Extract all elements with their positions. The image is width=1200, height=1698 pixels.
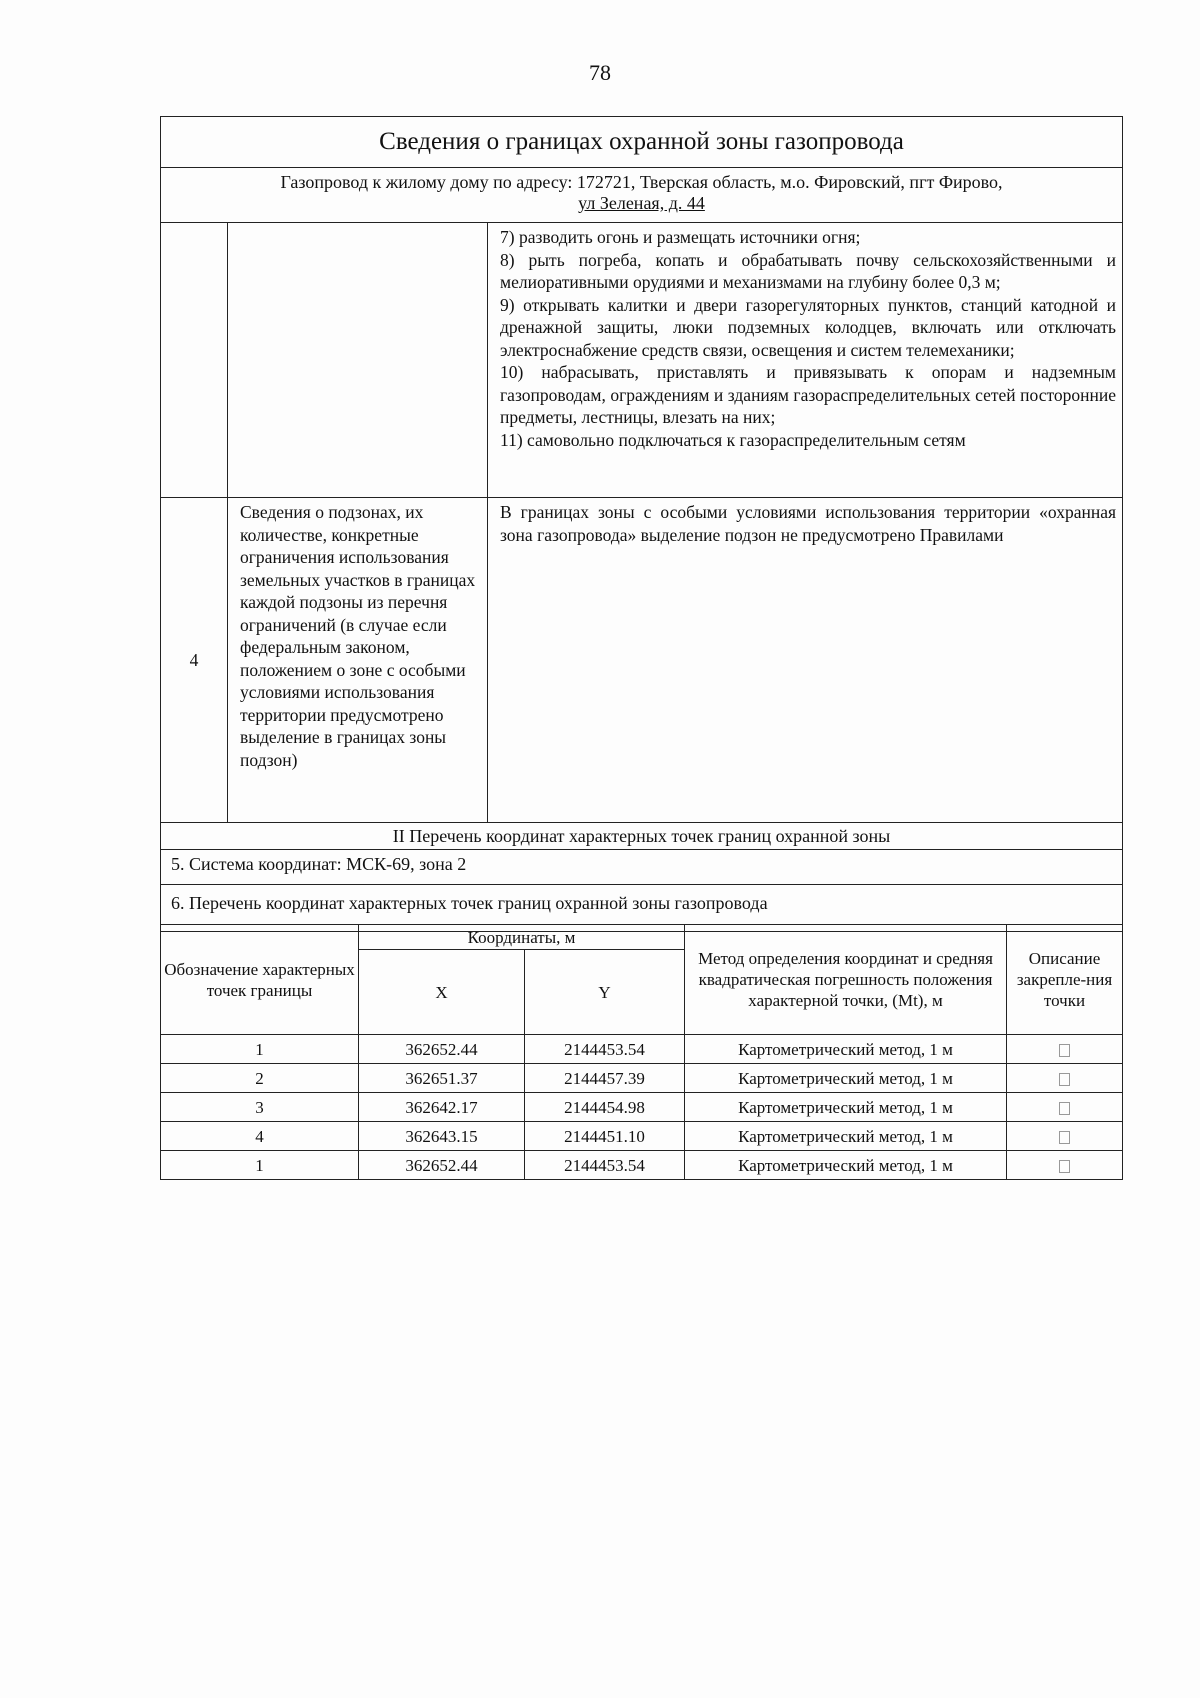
placeholder-box-icon <box>1059 1044 1070 1057</box>
restriction-item: 10) набрасывать, приставлять и привязывать к опорам и надземным газопроводам, ограждениям и зданиям газораспределительных сетей посторонние предметы, лестницы, влезать на них; <box>500 362 1117 427</box>
cell-method: Картометрический метод, 1 м <box>685 1093 1007 1122</box>
cell-x: 362642.17 <box>359 1093 525 1122</box>
table-row <box>161 1064 1123 1093</box>
cell-y: 2144451.10 <box>525 1122 685 1151</box>
cell-y: 2144457.39 <box>525 1064 685 1093</box>
cell-point: 2 <box>161 1064 359 1093</box>
cell-y: 2144454.98 <box>525 1093 685 1122</box>
cell-point: 1 <box>161 1035 359 1064</box>
table-title: Сведения о границах охранной зоны газопровода <box>161 117 1123 168</box>
cell-x: 362643.15 <box>359 1122 525 1151</box>
cell-x: 362651.37 <box>359 1064 525 1093</box>
section-2-title: II Перечень координат характерных точек границ охранной зоны <box>161 823 1123 850</box>
placeholder-box-icon <box>1059 1160 1070 1173</box>
address-line-2: ул Зеленая, д. 44 <box>578 193 705 213</box>
restrictions-list <box>488 223 1123 498</box>
cell-y: 2144453.54 <box>525 1151 685 1180</box>
header-method: Метод определения координат и средняя квадратическая погрешность положения характерной точки, (Mt), м <box>685 925 1007 1035</box>
empty-label-cell <box>228 223 488 498</box>
cell-method: Картометрический метод, 1 м <box>685 1151 1007 1180</box>
cell-point: 1 <box>161 1151 359 1180</box>
header-point: Обозначение характерных точек границы <box>161 925 359 1035</box>
cell-description <box>1007 1151 1123 1180</box>
restriction-item: 7) разводить огонь и размещать источники огня; <box>500 227 861 247</box>
cell-method: Картометрический метод, 1 м <box>685 1035 1007 1064</box>
placeholder-box-icon <box>1059 1131 1070 1144</box>
subzones-label: Сведения о подзонах, их количестве, конкретные ограничения использования земельных участков в границах каждой подзоны из перечня ограничений (в случае если федеральным законом, положением о зоне с особыми условиями использования территории предусмотрено выделение в границах зоны подзон) <box>228 498 488 823</box>
row-number: 4 <box>161 498 228 823</box>
table-row <box>161 1035 1123 1064</box>
pipeline-address <box>161 168 1123 223</box>
cell-point: 4 <box>161 1122 359 1151</box>
placeholder-box-icon <box>1059 1102 1070 1115</box>
restriction-item: 9) открывать калитки и двери газорегуляторных пунктов, станций катодной и дренажной защиты, люки подземных колодцев, включать или отключать электроснабжение средств связи, освещения и систем телемеханики; <box>500 294 1117 360</box>
placeholder-box-icon <box>1059 1073 1070 1086</box>
cell-x: 362652.44 <box>359 1151 525 1180</box>
restriction-item: 11) самовольно подключаться к газораспределительным сетям <box>500 429 966 450</box>
header-description: Описание закрепле-ния точки <box>1007 925 1123 1035</box>
restriction-item: 8) рыть погреба, копать и обрабатывать почву сельскохозяйственными и мелиоративными орудиями и механизмами на глубину более 0,3 м; <box>500 249 1117 292</box>
cell-y: 2144453.54 <box>525 1035 685 1064</box>
coords-list-title: 6. Перечень координат характерных точек границ охранной зоны газопровода <box>161 885 1123 932</box>
header-coordinates: Координаты, м <box>359 925 685 950</box>
address-line-1: Газопровод к жилому дому по адресу: 172721, Тверская область, м.о. Фировский, пгт Фирово, <box>280 172 1003 192</box>
cell-description <box>1007 1035 1123 1064</box>
coordinate-system: 5. Система координат: МСК-69, зона 2 <box>161 850 1123 885</box>
header-y: Y <box>525 950 685 1035</box>
cell-description <box>1007 1093 1123 1122</box>
cell-x: 362652.44 <box>359 1035 525 1064</box>
cell-description <box>1007 1064 1123 1093</box>
subzones-value: В границах зоны с особыми условиями использования территории «охранная зона газопровода» выделение подзон не предусмотрено Правилами <box>488 498 1123 823</box>
table-row <box>161 1093 1123 1122</box>
cell-description <box>1007 1122 1123 1151</box>
cell-method: Картометрический метод, 1 м <box>685 1064 1007 1093</box>
coordinates-table <box>160 924 1123 1180</box>
header-x: X <box>359 950 525 1035</box>
table-row <box>161 1122 1123 1151</box>
page-number: 78 <box>589 60 611 85</box>
table-row <box>161 1151 1123 1180</box>
zone-info-table <box>160 116 1123 932</box>
cell-point: 3 <box>161 1093 359 1122</box>
cell-method: Картометрический метод, 1 м <box>685 1122 1007 1151</box>
empty-number-cell <box>161 223 228 498</box>
